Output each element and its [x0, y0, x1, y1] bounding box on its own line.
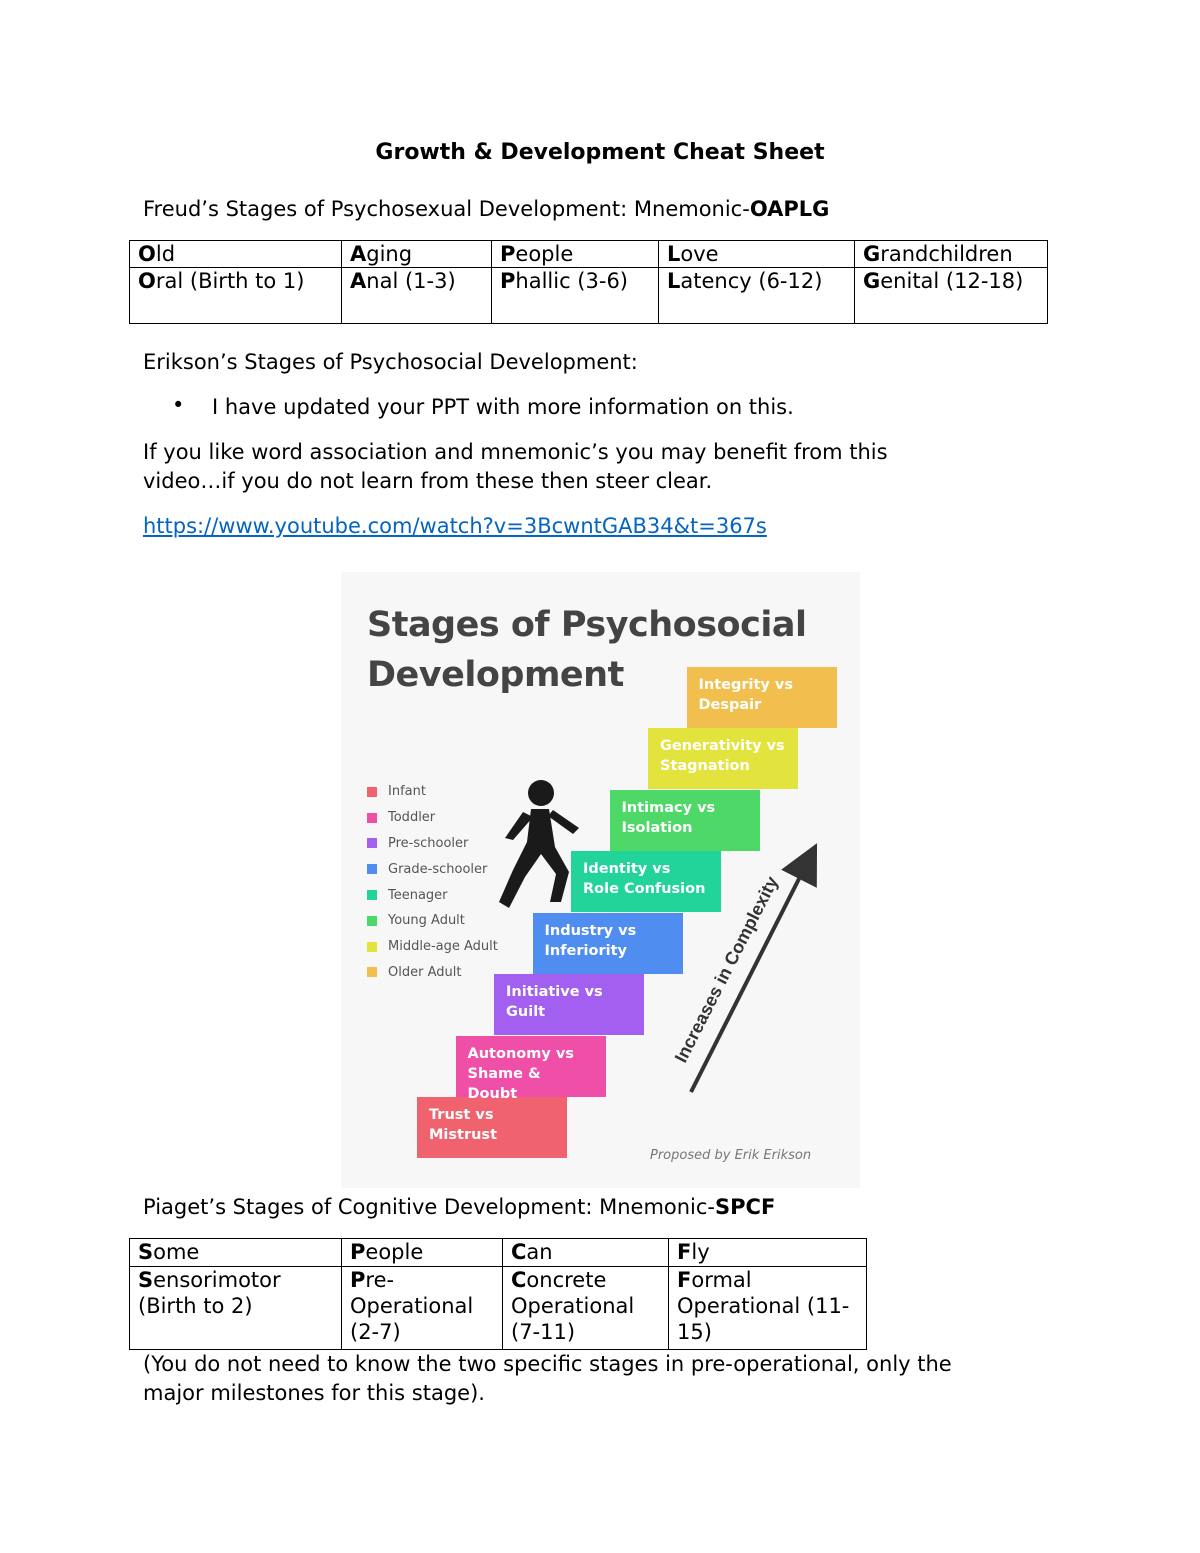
table-cell: Old: [130, 241, 342, 268]
legend-label: Older Adult: [388, 964, 462, 980]
arrow-label: Increases in Complexity: [670, 873, 783, 1066]
table-cell: Concrete Operational (7-11): [503, 1267, 669, 1350]
infographic-credit: Proposed by Erik Erikson: [650, 1148, 812, 1163]
table-cell: People: [492, 241, 659, 268]
youtube-link[interactable]: https://www.youtube.com/watch?v=3BcwntGAB34&t=367s: [143, 514, 767, 538]
table-cell: Phallic (3-6): [492, 268, 659, 324]
stage-label-line: Despair: [698, 696, 762, 713]
legend-label: Young Adult: [388, 913, 465, 929]
table-cell: Can: [503, 1239, 669, 1267]
table-row: [130, 268, 1048, 324]
stage-label-line: Stagnation: [660, 758, 750, 774]
bullet-text: I have updated your PPT with more information on this.: [212, 395, 794, 419]
table-row: [130, 1239, 867, 1267]
note-line: (You do not need to know the two specific stages in pre-operational, only the: [143, 1352, 952, 1376]
table-cell: Formal Operational (11-15): [669, 1267, 867, 1350]
table-cell: Anal (1-3): [342, 268, 492, 324]
table-cell: Pre-Operational (2-7): [342, 1267, 503, 1350]
freud-heading: Freud’s Stages of Psychosexual Development: Mnemonic-OAPLG: [143, 197, 830, 221]
piaget-mnemonic: SPCF: [715, 1195, 776, 1219]
note-line: major milestones for this stage).: [143, 1381, 485, 1405]
stage-label-line: Initiative vs: [506, 984, 603, 1000]
stage-label-line: Mistrust: [429, 1127, 497, 1143]
stage-label-line: Role Confusion: [583, 881, 706, 897]
table-cell: Oral (Birth to 1): [130, 268, 342, 324]
table-row: [130, 241, 1048, 268]
legend-label: Toddler: [388, 810, 436, 826]
piaget-heading: Piaget’s Stages of Cognitive Development: Mnemonic-SPCF: [143, 1195, 776, 1219]
stage-label-line: Autonomy vs: [467, 1045, 574, 1062]
table-row: [130, 1267, 867, 1350]
stage-label-line: Industry vs: [544, 922, 637, 939]
table-cell: Grandchildren: [855, 241, 1048, 268]
stage-label-line: Guilt: [506, 1004, 546, 1020]
table-cell: Genital (12-18): [855, 268, 1048, 324]
stage-label-line: Generativity vs: [660, 738, 785, 754]
stage-label-line: Shame & Doubt: [467, 1065, 541, 1102]
table-cell: Fly: [669, 1239, 867, 1267]
legend-label: Teenager: [388, 887, 448, 903]
legend-label: Pre-schooler: [388, 835, 469, 851]
legend-label: Middle-age Adult: [388, 939, 498, 955]
stage-label-line: Integrity vs: [698, 676, 793, 693]
stage-label-line: Isolation: [621, 819, 693, 836]
bullet-icon: •: [172, 393, 185, 417]
table-cell: Latency (6-12): [659, 268, 855, 324]
stage-label-line: Identity vs: [583, 861, 671, 877]
stage-label-line: Inferiority: [544, 942, 627, 959]
table-cell: Love: [659, 241, 855, 268]
freud-mnemonic: OAPLG: [749, 197, 830, 221]
table-cell: Sensorimotor (Birth to 2): [130, 1267, 342, 1350]
legend-label: Grade-schooler: [388, 861, 488, 877]
erikson-heading: Erikson’s Stages of Psychosocial Development:: [143, 350, 638, 374]
legend-label: Infant: [388, 784, 426, 800]
table-cell: Some: [130, 1239, 342, 1267]
paragraph-line: If you like word association and mnemonic’s you may benefit from this: [143, 440, 888, 464]
table-cell: People: [342, 1239, 503, 1267]
stage-label-line: Intimacy vs: [621, 799, 716, 816]
psychosocial-infographic: [341, 572, 860, 1188]
walking-person-icon: [341, 572, 860, 1188]
page-title: Growth & Development Cheat Sheet: [375, 140, 825, 165]
freud-table: [129, 240, 1048, 324]
infographic-title: Stages of Psychosocial Development: [367, 605, 807, 695]
paragraph-line: video…if you do not learn from these then steer clear.: [143, 469, 713, 493]
stage-label-line: Trust vs: [429, 1107, 494, 1123]
piaget-table: [129, 1238, 867, 1350]
table-cell: Aging: [342, 241, 492, 268]
